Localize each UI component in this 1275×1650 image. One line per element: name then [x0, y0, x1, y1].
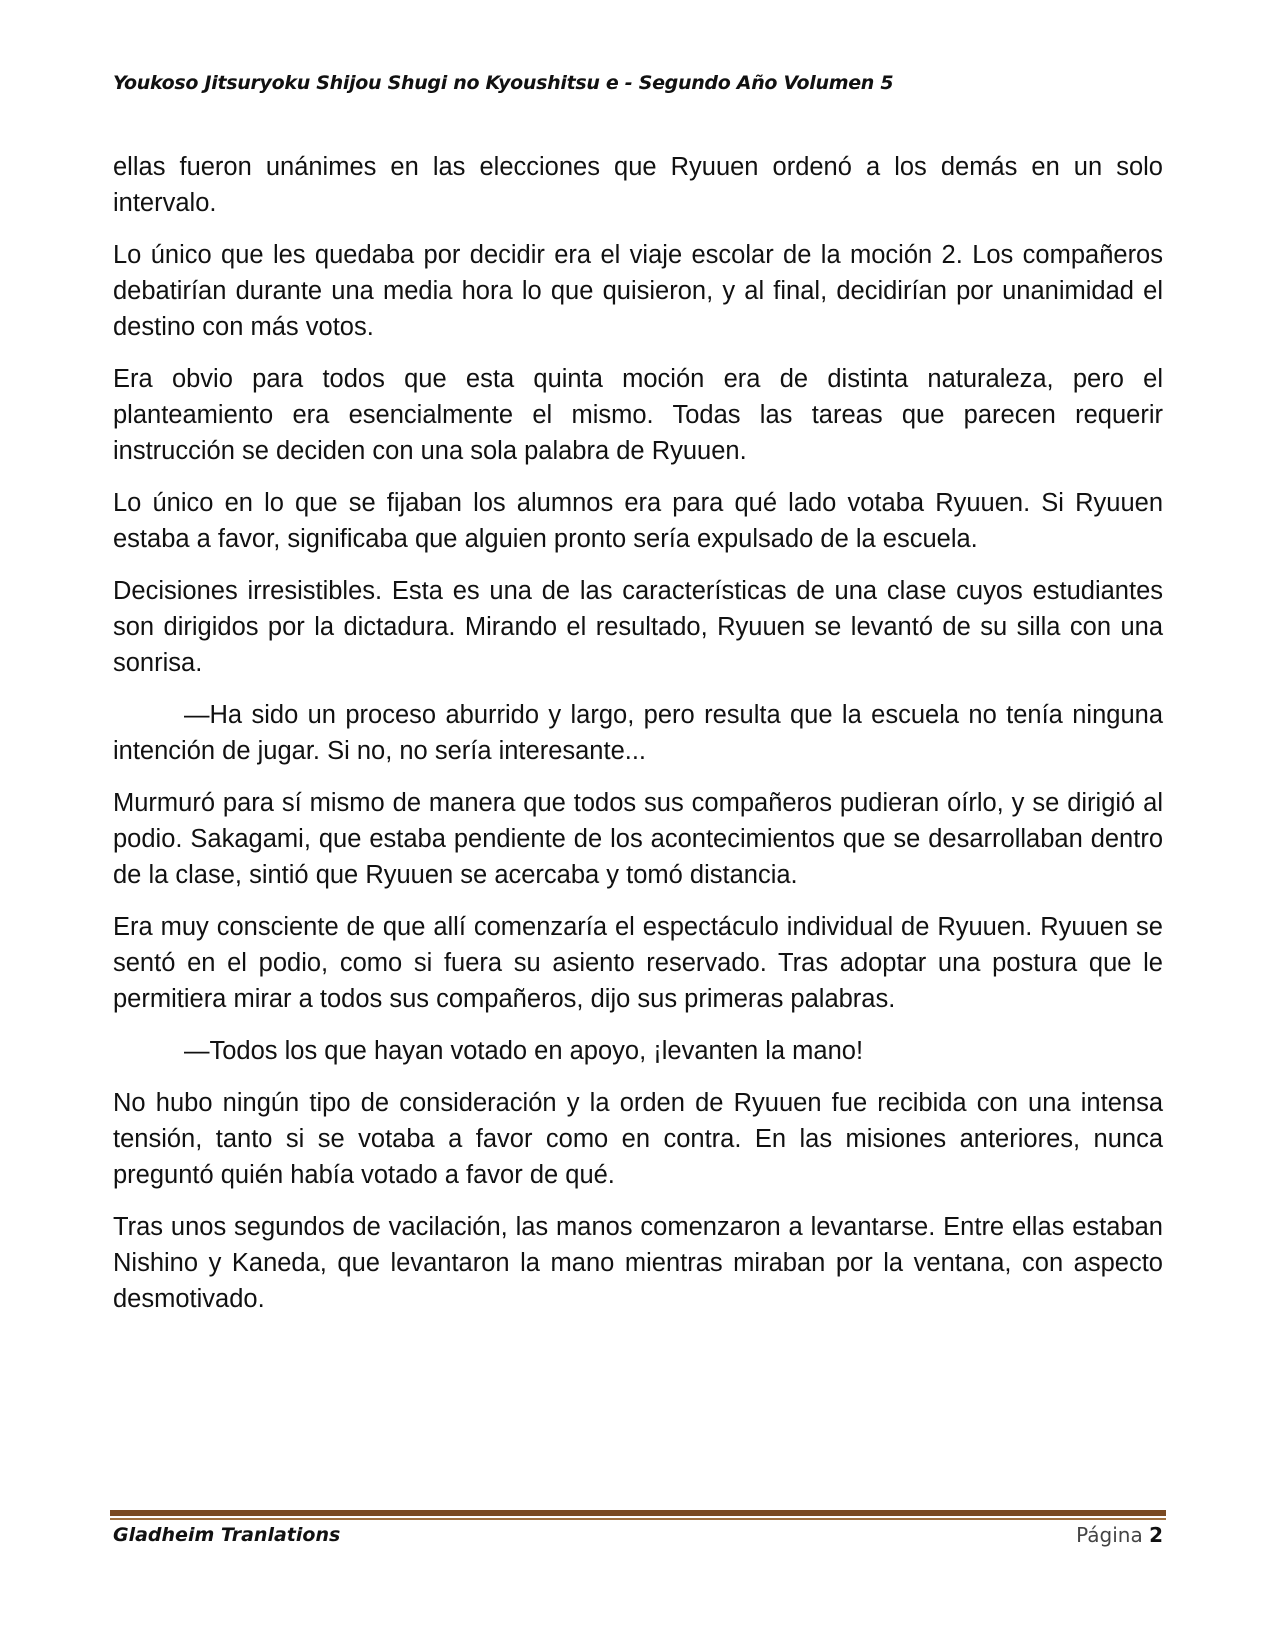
paragraph: No hubo ningún tipo de consideración y la orden de Ryuuen fue recibida con una intensa tensión, tanto si se votaba a favor como en contra. En las misiones anteriores, nunca preguntó quién había votado a favor de qué.: [113, 1089, 1163, 1189]
footer-credit: Gladheim Tranlations: [113, 1524, 341, 1546]
paragraph: Tras unos segundos de vacilación, las manos comenzaron a levantarse. Entre ellas estaban Nishino y Kaneda, que levantaron la mano mientras miraban por la ventana, con aspecto desmotivado.: [113, 1213, 1163, 1313]
footer-divider: [110, 1510, 1166, 1516]
page-number-block: [1076, 1523, 1163, 1547]
body-text: [113, 149, 1163, 1333]
paragraph: ellas fueron unánimes en las elecciones que Ryuuen ordenó a los demás en un solo intervalo.: [113, 153, 1163, 217]
page-label: Página: [1076, 1523, 1143, 1547]
paragraph: Era muy consciente de que allí comenzaría el espectáculo individual de Ryuuen. Ryuuen se sentó en el podio, como si fuera su asiento reservado. Tras adoptar una postura que le permitiera mirar a todos sus compañeros, dijo sus primeras palabras.: [113, 913, 1163, 1013]
paragraph: Decisiones irresistibles. Esta es una de las características de una clase cuyos estudiantes son dirigidos por la dictadura. Mirando el resultado, Ryuuen se levantó de su silla con una sonrisa.: [113, 577, 1163, 677]
footer-divider-thin: [110, 1518, 1166, 1520]
running-header: Youkoso Jitsuryoku Shijou Shugi no Kyoushitsu e - Segundo Año Volumen 5: [113, 72, 894, 94]
dialogue-paragraph: —Todos los que hayan votado en apoyo, ¡levanten la mano!: [184, 1037, 864, 1065]
dialogue-paragraph: —Ha sido un proceso aburrido y largo, pero resulta que la escuela no tenía ninguna intención de jugar. Si no, no sería interesante...: [113, 701, 1163, 765]
paragraph: Era obvio para todos que esta quinta moción era de distinta naturaleza, pero el planteamiento era esencialmente el mismo. Todas las tareas que parecen requerir instrucción se deciden con una sola palabra de Ryuuen.: [113, 365, 1163, 465]
page-number: 2: [1149, 1523, 1163, 1547]
paragraph: Murmuró para sí mismo de manera que todos sus compañeros pudieran oírlo, y se dirigió al podio. Sakagami, que estaba pendiente de los acontecimientos que se desarrollaban dentro de la clase, sintió que Ryuuen se acercaba y tomó distancia.: [113, 789, 1163, 889]
paragraph: Lo único en lo que se fijaban los alumnos era para qué lado votaba Ryuuen. Si Ryuuen estaba a favor, significaba que alguien pronto sería expulsado de la escuela.: [113, 489, 1163, 553]
paragraph: Lo único que les quedaba por decidir era el viaje escolar de la moción 2. Los compañeros debatirían durante una media hora lo que quisieron, y al final, decidirían por unanimidad el destino con más votos.: [113, 241, 1163, 341]
